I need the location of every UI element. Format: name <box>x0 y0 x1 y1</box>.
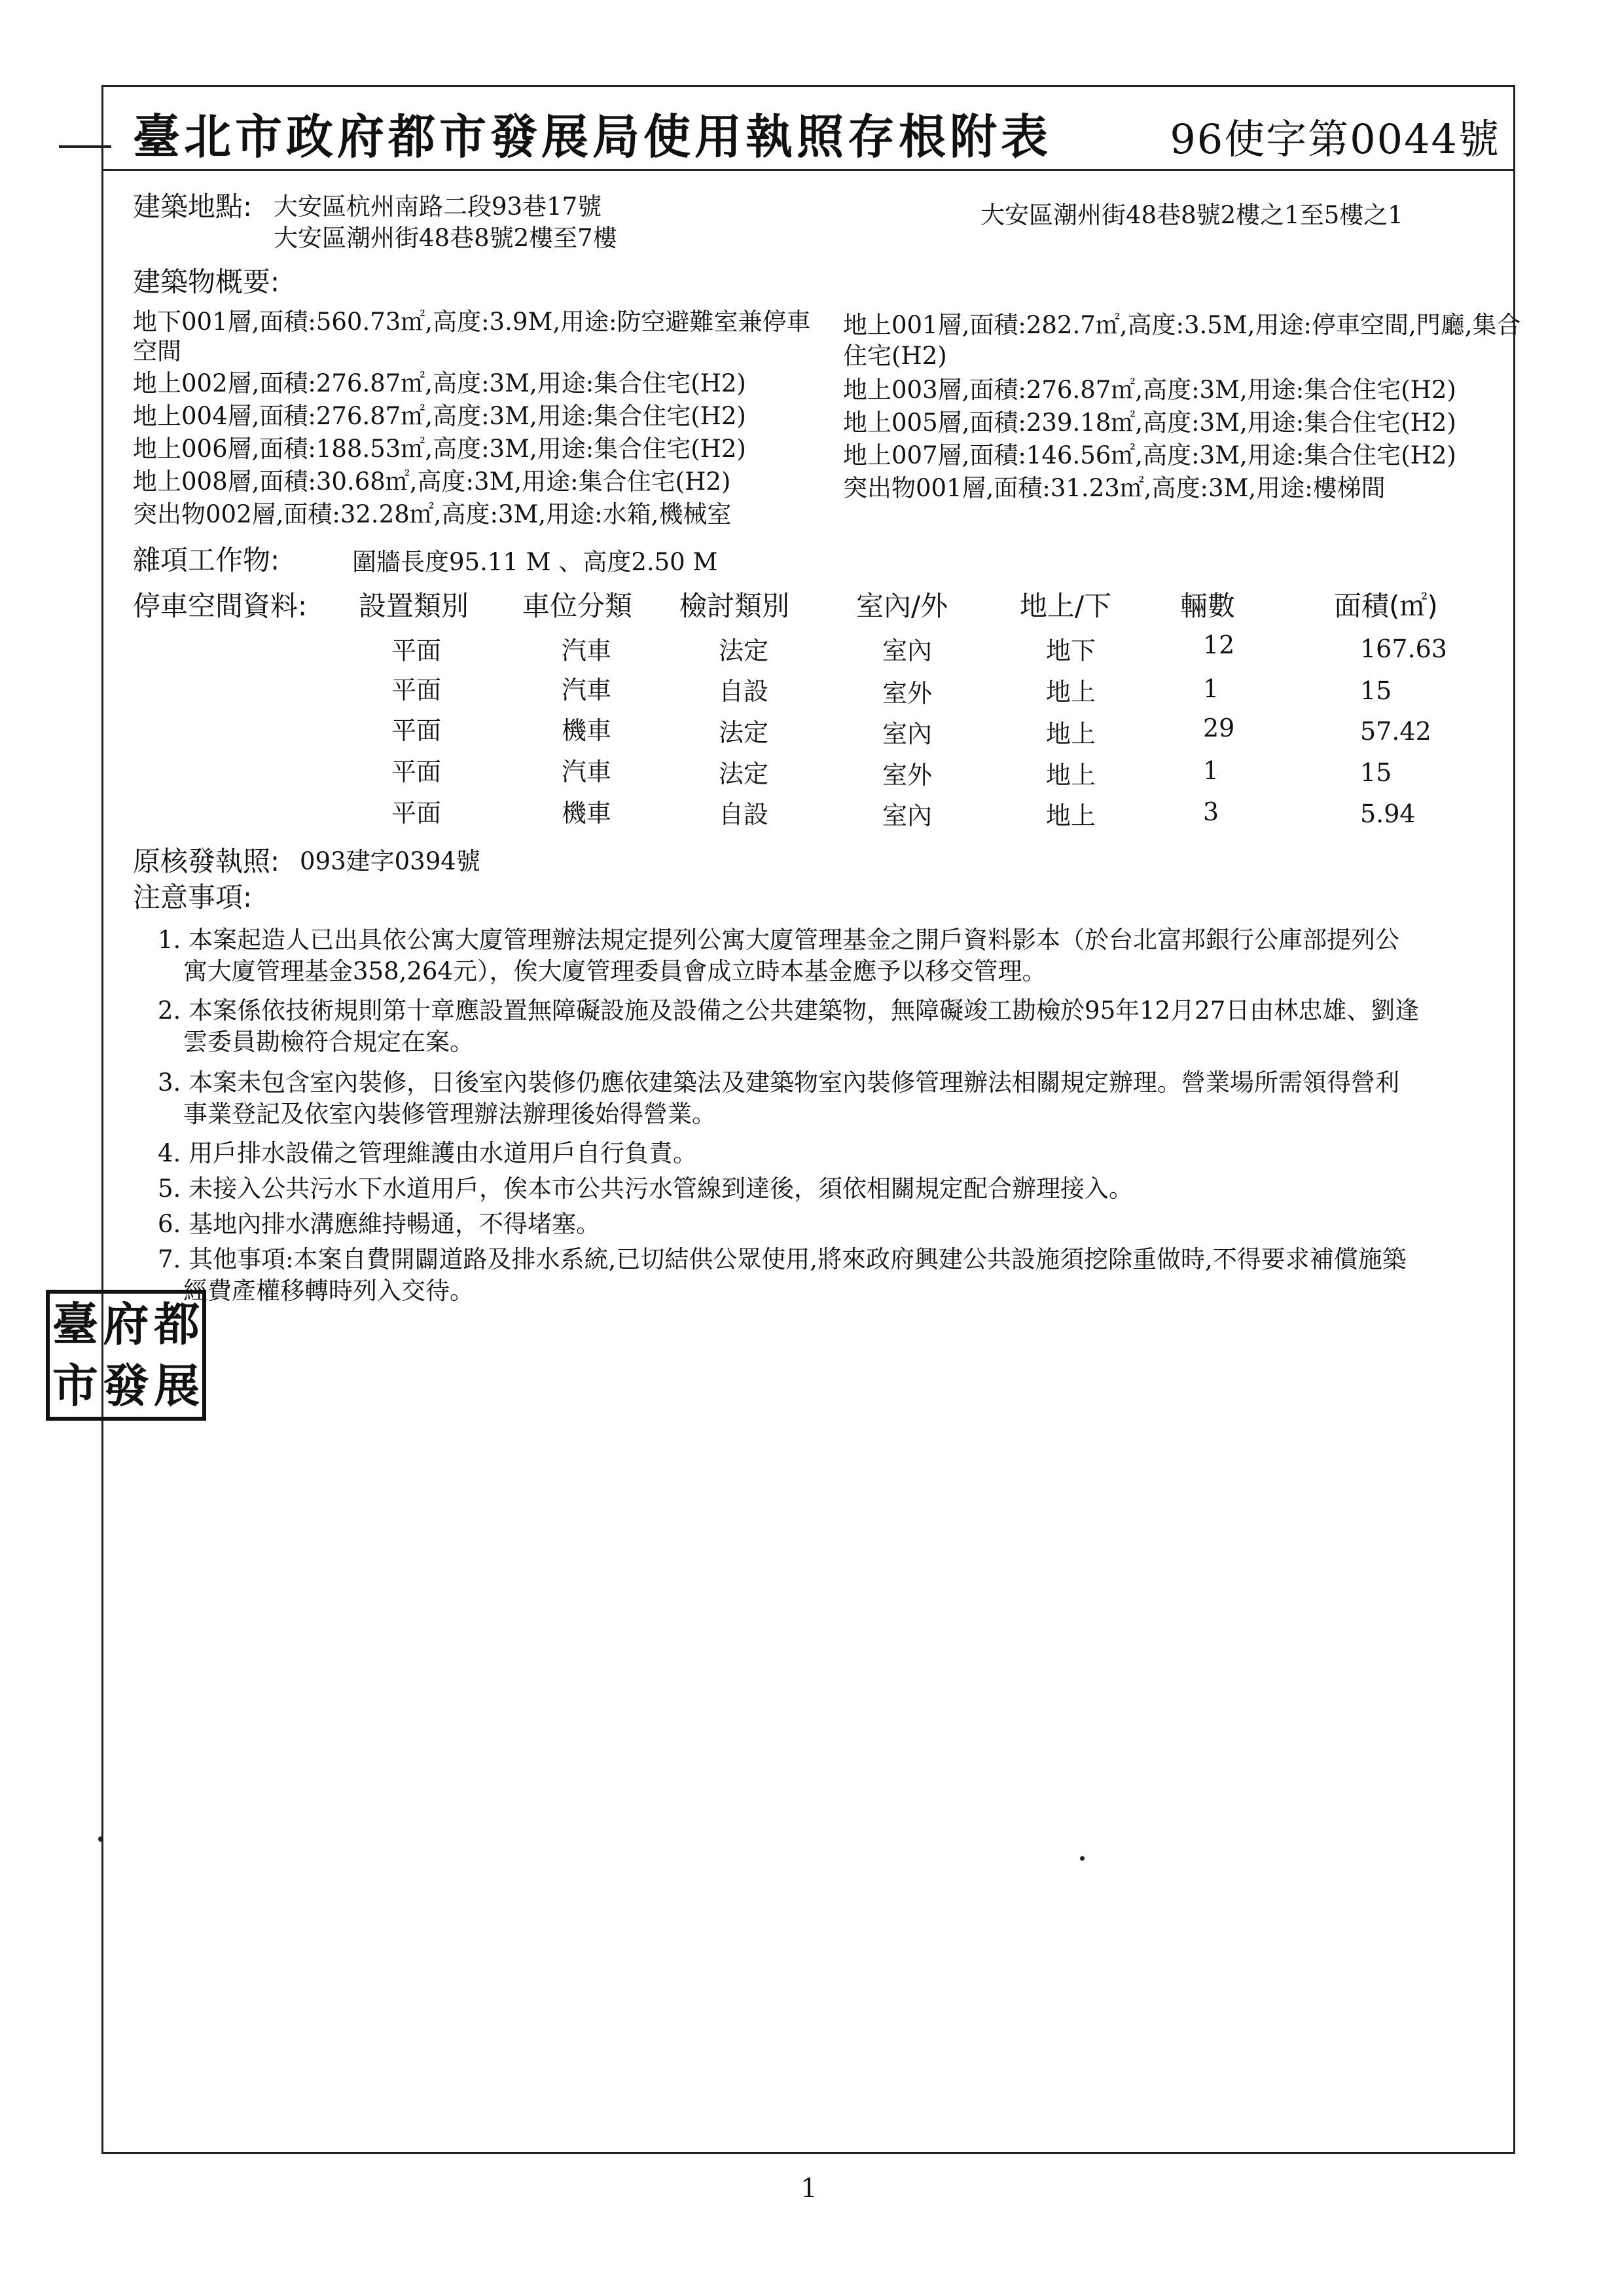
document-frame <box>101 85 1521 2154</box>
overview-left-4: 地上006層,面積:188.53㎡,高度:3M,用途:集合住宅(H2) <box>133 435 746 463</box>
table-cell: 室外 <box>882 761 933 790</box>
table-cell: 汽車 <box>562 676 612 704</box>
table-cell: 法定 <box>719 636 769 665</box>
overview-label: 建築物概要: <box>133 266 280 298</box>
overview-left-6: 突出物002層,面積:32.28㎡,高度:3M,用途:水箱,機械室 <box>133 500 732 528</box>
seal-char: 市 <box>52 1358 98 1413</box>
note-line: 經費產權移轉時列入交待。 <box>183 1277 474 1305</box>
seal-char: 都 <box>154 1297 200 1351</box>
parking-header-area: 面積(㎡) <box>1334 590 1438 622</box>
table-cell: 3 <box>1203 797 1219 826</box>
table-cell: 15 <box>1360 676 1392 705</box>
table-cell: 平面 <box>391 636 442 665</box>
table-cell: 地上 <box>1046 801 1096 830</box>
seal-char: 臺 <box>52 1297 98 1351</box>
note-line: 1. 本案起造人已出具依公寓大廈管理辦法規定提列公寓大廈管理基金之開戶資料影本（於台北富邦銀行公庫部提列公 <box>158 926 1400 954</box>
table-cell: 地上 <box>1046 761 1096 790</box>
parking-header-count: 輛數 <box>1180 590 1236 622</box>
table-cell: 法定 <box>719 759 769 788</box>
parking-header-review: 檢討類別 <box>679 590 790 622</box>
address-line-2: 大安區潮州街48巷8號2樓至7樓 <box>274 224 617 252</box>
seal-char: 展 <box>154 1358 200 1413</box>
table-cell: 室內 <box>882 720 933 748</box>
table-cell: 汽車 <box>562 636 612 665</box>
table-cell: 自設 <box>719 800 769 829</box>
original-license-label: 原核發執照: <box>133 845 280 877</box>
overview-left-3: 地上004層,面積:276.87㎡,高度:3M,用途:集合住宅(H2) <box>133 402 746 430</box>
parking-header-indoor: 室內/外 <box>856 590 948 622</box>
table-cell: 1 <box>1203 674 1219 703</box>
overview-left-0: 地下001層,面積:560.73㎡,高度:3.9M,用途:防空避難室兼停車 <box>133 308 811 336</box>
parking-header-level: 地上/下 <box>1020 590 1112 622</box>
table-cell: 平面 <box>391 716 442 745</box>
table-cell: 機車 <box>562 799 612 828</box>
table-cell: 15 <box>1360 758 1392 787</box>
table-cell: 地下 <box>1046 636 1096 665</box>
table-cell: 法定 <box>719 718 769 747</box>
official-seal-stamp <box>46 1290 206 1421</box>
seal-char: 府 <box>103 1297 149 1351</box>
table-cell: 地上 <box>1046 678 1096 706</box>
overview-left-5: 地上008層,面積:30.68㎡,高度:3M,用途:集合住宅(H2) <box>133 467 731 496</box>
table-cell: 自設 <box>719 677 769 706</box>
note-line: 雲委員勘檢符合規定在案。 <box>183 1028 474 1056</box>
address-right: 大安區潮州街48巷8號2樓之1至5樓之1 <box>980 201 1403 229</box>
address-label: 建築地點: <box>133 191 253 223</box>
title-row <box>103 87 1513 171</box>
misc-value: 圍牆長度95.11 M 、高度2.50 M <box>352 548 718 576</box>
table-cell: 1 <box>1203 756 1219 785</box>
overview-right-3: 地上005層,面積:239.18㎡,高度:3M,用途:集合住宅(H2) <box>843 409 1456 437</box>
overview-right-4: 地上007層,面積:146.56㎡,高度:3M,用途:集合住宅(H2) <box>843 441 1456 469</box>
original-license-value: 093建字0394號 <box>300 847 480 875</box>
note-line: 3. 本案未包含室內裝修，日後室內裝修仍應依建築法及建築物室內裝修管理辦法相關規定辦理。營業場所需領得營利 <box>158 1068 1400 1097</box>
overview-right-2: 地上003層,面積:276.87㎡,高度:3M,用途:集合住宅(H2) <box>843 376 1456 404</box>
parking-header-type: 設置類別 <box>359 590 469 622</box>
overview-left-2: 地上002層,面積:276.87㎡,高度:3M,用途:集合住宅(H2) <box>133 369 746 397</box>
page-title: 臺北市政府都市發展局使用執照存根附表 <box>133 109 1052 164</box>
table-cell: 室內 <box>882 636 933 665</box>
table-cell: 室外 <box>882 679 933 708</box>
table-cell: 汽車 <box>562 757 612 786</box>
note-line: 事業登記及依室內裝修管理辦法辦理後始得營業。 <box>183 1100 716 1128</box>
table-cell: 平面 <box>391 676 442 704</box>
overview-right-1: 住宅(H2) <box>843 342 947 370</box>
permit-number: 96使字第0044號 <box>1170 115 1500 163</box>
table-cell: 167.63 <box>1360 634 1447 663</box>
parking-header-category: 車位分類 <box>522 590 633 622</box>
note-line: 2. 本案係依技術規則第十章應設置無障礙設施及設備之公共建築物，無障礙竣工勘檢於95年12月27日由林忠雄、劉逢 <box>158 996 1420 1025</box>
table-cell: 地上 <box>1046 720 1096 748</box>
table-cell: 平面 <box>391 757 442 786</box>
table-cell: 平面 <box>391 799 442 828</box>
note-line: 寓大廈管理基金358,264元），俟大廈管理委員會成立時本基金應予以移交管理。 <box>183 957 1047 985</box>
misc-label: 雜項工作物: <box>133 544 280 576</box>
table-cell: 室內 <box>882 801 933 830</box>
note-line: 4. 用戶排水設備之管理維護由水道用戶自行負責。 <box>158 1139 698 1167</box>
table-cell: 機車 <box>562 716 612 745</box>
page-number: 1 <box>800 2174 818 2204</box>
notes-label: 注意事項: <box>133 881 253 913</box>
note-line: 7. 其他事項:本案自費開闢道路及排水系統,已切結供公眾使用,將來政府興建公共設施須挖除重做時,不得要求補償施築 <box>158 1245 1407 1273</box>
table-cell: 57.42 <box>1360 717 1431 746</box>
parking-label: 停車空間資料: <box>133 590 308 622</box>
overview-right-5: 突出物001層,面積:31.23㎡,高度:3M,用途:樓梯間 <box>843 474 1386 502</box>
table-cell: 5.94 <box>1360 799 1416 828</box>
seal-char: 發 <box>103 1358 149 1413</box>
overview-right-0: 地上001層,面積:282.7㎡,高度:3.5M,用途:停車空間,門廳,集合 <box>843 311 1521 339</box>
overview-left-1: 空間 <box>133 337 181 365</box>
address-line-1: 大安區杭州南路二段93巷17號 <box>274 192 602 221</box>
note-line: 5. 未接入公共污水下水道用戶，俟本市公共污水管線到達後，須依相關規定配合辦理接入。 <box>158 1175 1134 1203</box>
table-cell: 12 <box>1203 630 1235 659</box>
note-line: 6. 基地內排水溝應維持暢通，不得堵塞。 <box>158 1210 601 1238</box>
table-cell: 29 <box>1203 714 1235 742</box>
